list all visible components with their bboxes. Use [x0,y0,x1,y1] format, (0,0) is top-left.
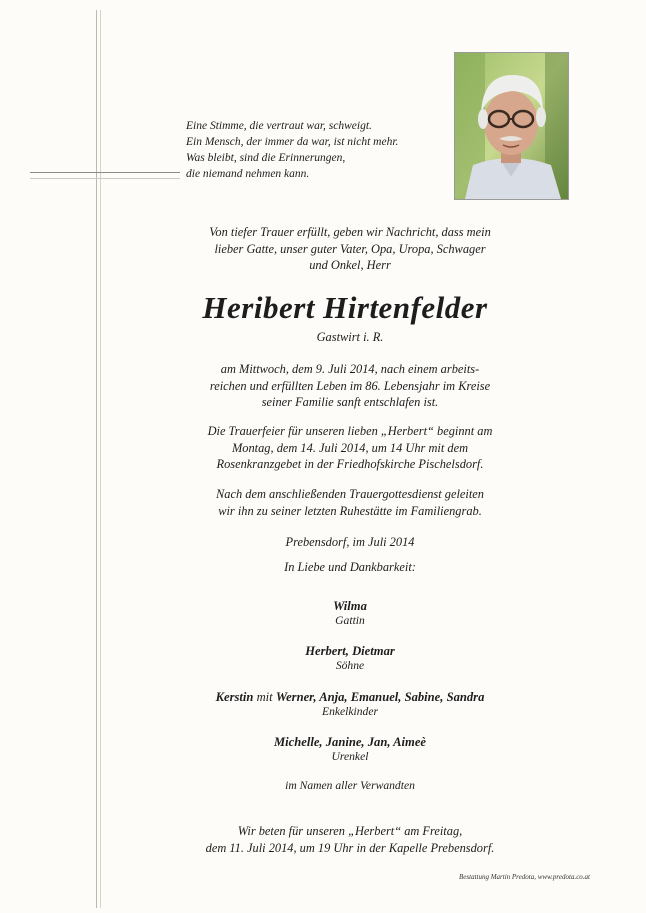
place-date-text: Prebensdorf, im Juli 2014 [285,535,415,549]
mourner-group [150,598,550,628]
prayer-line: Wir beten für unseren „Herbert“ am Freitag, [237,824,463,838]
burial-info [170,486,530,519]
mourner-names: Wilma [333,599,367,613]
portrait-photo [454,52,569,200]
cross-horizontal-line-shadow [30,178,180,179]
death-notice-line: seiner Familie sanft entschlafen ist. [261,395,439,409]
cross-vertical-line-shadow [100,10,101,908]
relatives-note [170,778,530,795]
mourner-lead-name: Kerstin [215,690,254,704]
death-notice-line: am Mittwoch, dem 9. Juli 2014, nach einem arbeits- [220,362,480,376]
memorial-poem [186,118,456,182]
mourner-names [150,689,550,705]
funeral-line: Die Trauerfeier für unseren lieben „Herbert“ beginnt am [207,424,493,438]
mourner-names: Herbert, Dietmar [305,644,395,658]
closing-text: In Liebe und Dankbarkeit: [284,560,416,574]
deceased-name: Heribert Hirtenfelder [202,290,488,325]
place-date [170,534,530,551]
poem-line: Was bleibt, sind die Erinnerungen, [186,152,346,164]
mourner-names: Michelle, Janine, Jan, Aimeè [273,735,427,749]
mourner-group [150,689,550,719]
mourner-relation: Urenkel [331,750,369,763]
intro-line: lieber Gatte, unser guter Vater, Opa, Uropa, Schwager [214,241,486,256]
mourner-relation: Söhne [335,659,365,672]
mourner-relation: Gattin [335,614,365,627]
mourner-other-names: Werner, Anja, Emanuel, Sabine, Sandra [275,690,485,704]
relatives-note-text: im Namen aller Verwandten [285,779,415,792]
funeral-line: Rosenkranzgebet in der Friedhofskirche Pischelsdorf. [216,457,484,471]
burial-line: Nach dem anschließenden Trauergottesdienst geleiten [216,487,484,501]
mourner-connector: mit [253,690,276,704]
funeral-line: Montag, dem 14. Juli 2014, um 14 Uhr mit dem [231,440,469,455]
burial-line: wir ihn zu seiner letzten Ruhestätte im Familiengrab. [218,503,482,518]
cross-horizontal-line [30,172,180,173]
intro-line: Von tiefer Trauer erfüllt, geben wir Nachricht, dass mein [209,225,491,239]
deceased-title: Gastwirt i. R. [316,330,384,344]
closing-line [170,559,530,576]
poem-line: Ein Mensch, der immer da war, ist nicht mehr. [186,136,399,148]
death-notice [170,361,530,411]
intro-line: und Onkel, Herr [309,258,391,272]
poem-line: die niemand nehmen kann. [186,168,310,180]
portrait-photo-image [455,53,568,199]
prayer-line: dem 11. Juli 2014, um 19 Uhr in der Kapelle Prebensdorf. [205,840,495,855]
funeral-info [170,423,530,473]
mourner-group [150,734,550,764]
death-notice-line: reichen und erfüllten Leben im 86. Lebensjahr im Kreise [209,378,491,393]
poem-line: Eine Stimme, die vertraut war, schweigt. [186,120,372,132]
funeral-home-credit: Bestattung Martin Predota, www.predota.co.at [459,873,590,881]
mourner-relation: Enkelkinder [321,705,378,718]
cross-vertical-line [96,10,97,908]
prayer-info [170,823,530,856]
mourner-group [150,643,550,673]
intro-text [170,224,530,274]
